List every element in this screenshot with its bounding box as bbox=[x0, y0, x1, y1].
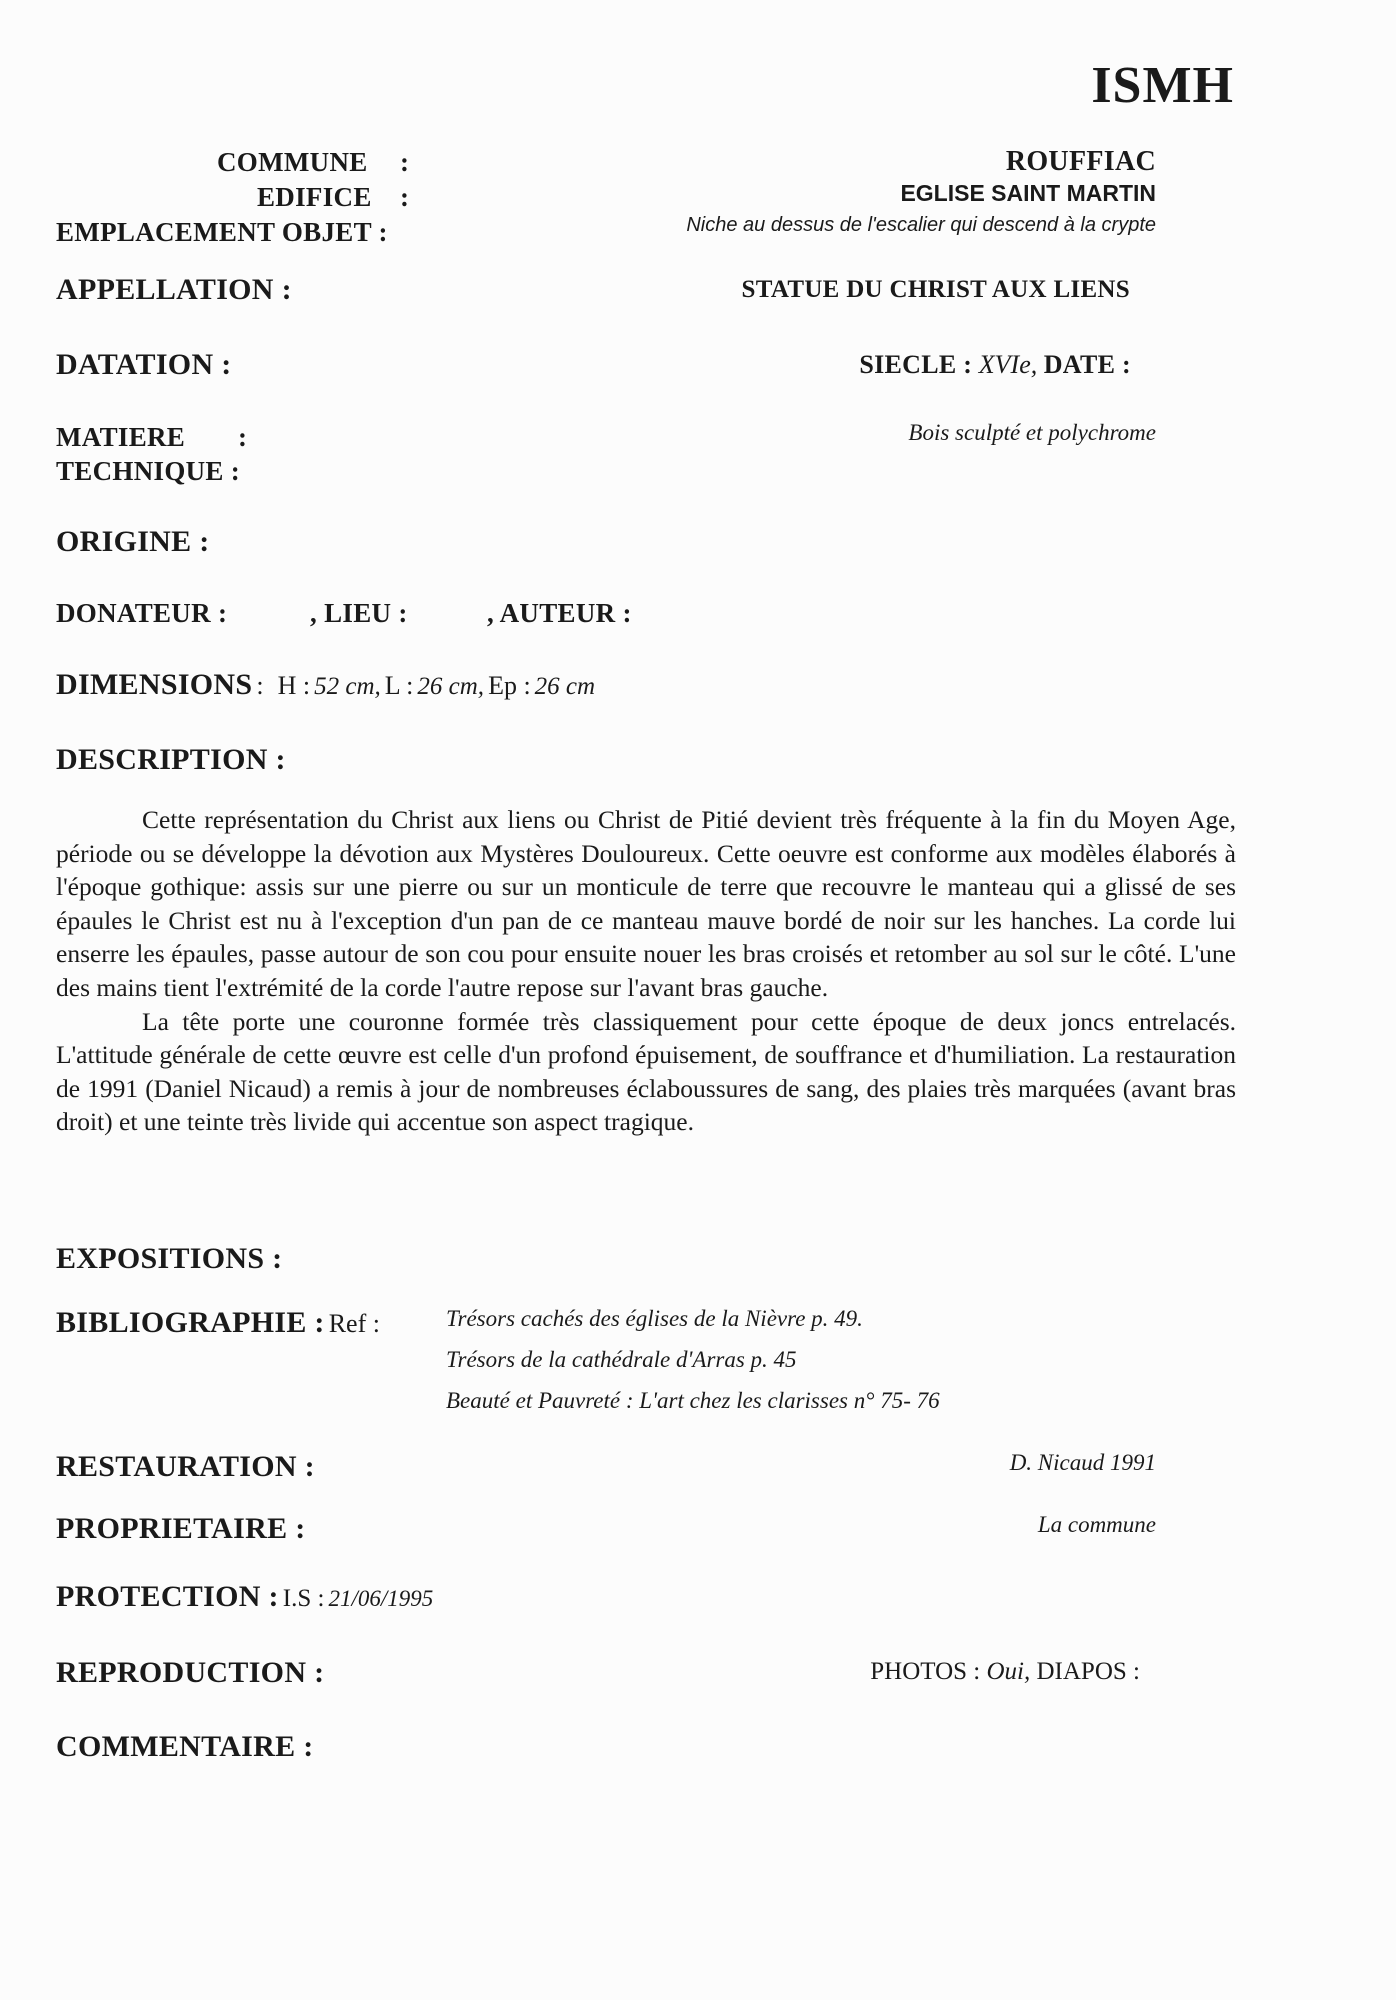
bibliographie-label: BIBLIOGRAPHIE : bbox=[56, 1306, 325, 1339]
edifice-colon: : bbox=[400, 182, 410, 212]
description-paragraph-2: La tête porte une couronne formée très classiquement pour cette époque de deux joncs entrelacés. L'attitude générale de cette œuvre est celle d'un profond épuisement, de souffrance et d'humiliation. La restauration de 1991 (Daniel Nicaud) a remis à jour de nombreuses éclaboussures de sang, des plaies très marquées (avant bras droit) et une teinte très livide qui accentue son aspect tragique. bbox=[56, 1006, 1236, 1137]
emplacement-label: EMPLACEMENT OBJET : bbox=[56, 217, 388, 247]
photos-field bbox=[870, 1658, 1140, 1686]
commentaire-label: COMMENTAIRE : bbox=[56, 1730, 314, 1763]
expositions-label: EXPOSITIONS : bbox=[56, 1242, 283, 1275]
reproduction-label: REPRODUCTION : bbox=[56, 1656, 325, 1689]
protection-is-value: 21/06/1995 bbox=[328, 1586, 434, 1611]
origine-label: ORIGINE : bbox=[56, 525, 210, 558]
technique-label: TECHNIQUE : bbox=[56, 456, 241, 486]
header-code: ISMH bbox=[1091, 57, 1234, 114]
description-body bbox=[56, 803, 1236, 1139]
photos-value: Oui, bbox=[986, 1658, 1031, 1685]
restauration-label: RESTAURATION : bbox=[56, 1450, 315, 1483]
edifice-value: EGLISE SAINT MARTIN bbox=[900, 180, 1156, 206]
bibliographie-ref-label: Ref : bbox=[328, 1309, 380, 1338]
datation-label: DATATION : bbox=[56, 348, 232, 381]
auteur-label: , AUTEUR : bbox=[487, 598, 632, 628]
emplacement-value: Niche au dessus de l'escalier qui descend à la crypte bbox=[686, 214, 1156, 236]
dim-h-value: 52 cm, bbox=[314, 673, 381, 700]
lieu-label: , LIEU : bbox=[310, 598, 408, 628]
bibliography-entry: Beauté et Pauvreté : L'art chez les clarisses n° 75- 76 bbox=[446, 1388, 940, 1413]
matiere-label: MATIERE bbox=[56, 422, 186, 452]
dim-h-label: H : bbox=[277, 671, 311, 700]
bibliography-entry: Trésors cachés des églises de la Nièvre p. 49. bbox=[446, 1306, 863, 1331]
bibliographie-row bbox=[56, 1306, 380, 1340]
dimensions-colon: : bbox=[256, 671, 264, 700]
protection-label: PROTECTION : bbox=[56, 1580, 279, 1613]
proprietaire-value: La commune bbox=[1037, 1512, 1156, 1537]
commune-colon: : bbox=[400, 147, 410, 177]
date-label: DATE : bbox=[1043, 350, 1131, 379]
proprietaire-label: PROPRIETAIRE : bbox=[56, 1512, 306, 1545]
dimensions-row bbox=[56, 668, 595, 702]
siecle-label: SIECLE : bbox=[859, 350, 973, 379]
protection-is-label: I.S : bbox=[282, 1585, 325, 1612]
dim-ep-value: 26 cm bbox=[534, 673, 596, 700]
restauration-value: D. Nicaud 1991 bbox=[1009, 1450, 1156, 1475]
dim-ep-label: Ep : bbox=[488, 671, 531, 700]
siecle-field bbox=[859, 350, 1131, 380]
commune-label: COMMUNE bbox=[217, 147, 368, 177]
description-label: DESCRIPTION : bbox=[56, 743, 286, 776]
matiere-colon: : bbox=[238, 422, 248, 452]
diapos-label: DIAPOS : bbox=[1036, 1658, 1140, 1685]
protection-row bbox=[56, 1580, 433, 1614]
appellation-value: STATUE DU CHRIST AUX LIENS bbox=[741, 276, 1130, 303]
photos-label: PHOTOS : bbox=[870, 1658, 981, 1685]
commune-value: ROUFFIAC bbox=[1005, 146, 1156, 177]
dim-l-label: L : bbox=[384, 671, 414, 700]
bibliography-entry: Trésors de la cathédrale d'Arras p. 45 bbox=[446, 1347, 797, 1372]
dim-l-value: 26 cm, bbox=[417, 673, 485, 700]
edifice-label: EDIFICE bbox=[257, 182, 372, 212]
matiere-value: Bois sculpté et polychrome bbox=[908, 420, 1156, 445]
donateur-label: DONATEUR : bbox=[56, 598, 228, 628]
siecle-value: XVIe, bbox=[978, 350, 1038, 379]
appellation-label: APPELLATION : bbox=[56, 273, 292, 306]
description-paragraph-1: Cette représentation du Christ aux liens ou Christ de Pitié devient très fréquente à la fin du Moyen Age, période ou se développe la dévotion aux Mystères Douloureux. Cette oeuvre est conforme aux modèles élaborés à l'époque gothique: assis sur une pierre ou sur un monticule de terre que recouvre le manteau qui a glissé de ses épaules le Christ est nu à l'exception d'un pan de ce manteau mauve bordé de noir sur les hanches. La corde lui enserre les épaules, passe autour de son cou pour ensuite nouer les bras croisés et retomber au sol sur le côté. L'une des mains tient l'extrémité de la corde l'autre repose sur l'avant bras gauche. bbox=[56, 805, 1236, 1002]
dimensions-label: DIMENSIONS bbox=[56, 668, 253, 701]
